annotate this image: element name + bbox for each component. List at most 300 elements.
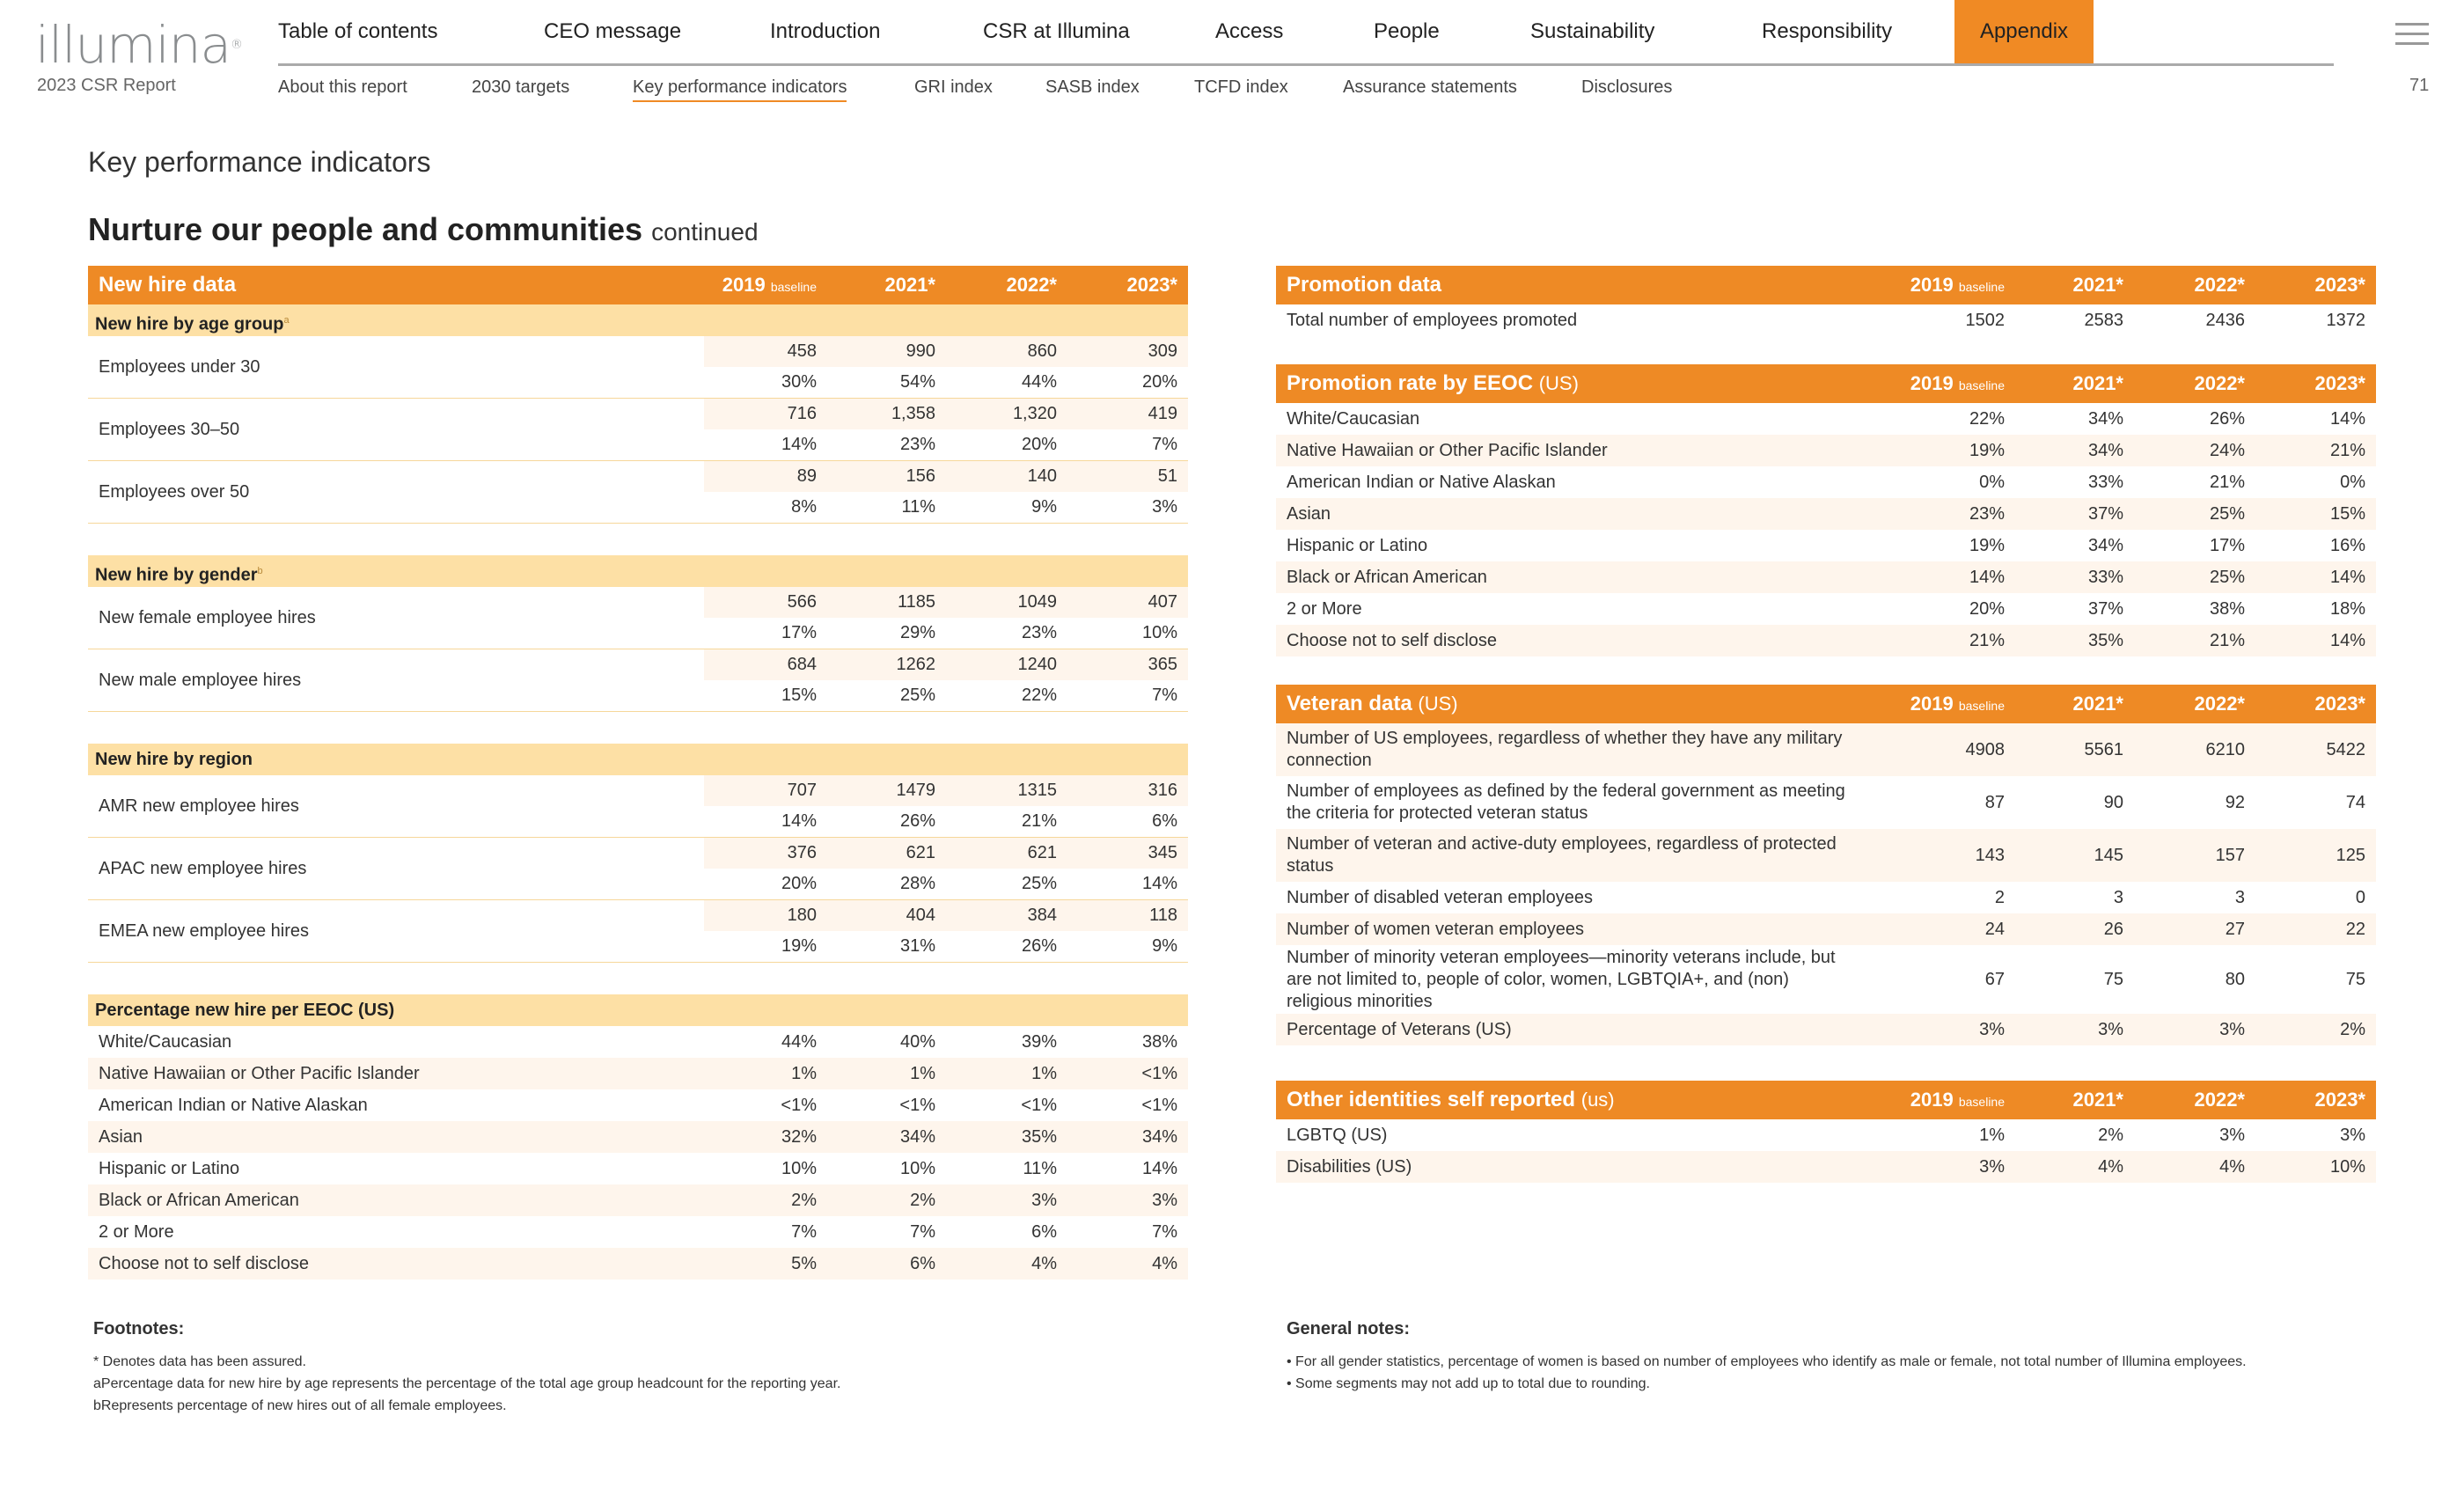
cell-value: 3% [1979,1157,2005,1177]
cell-value: 3% [2219,1126,2245,1145]
nav-csr-at-illumina[interactable]: CSR at Illumina [983,19,1130,43]
col-2019: 2019 baseline [1910,372,2005,394]
percent-value: 14% [1141,874,1177,893]
cell-value: 1% [1031,1064,1057,1083]
col-2021: 2021* [2072,693,2123,715]
cell-value: <1% [781,1096,817,1115]
cell-value: 21% [2329,441,2365,460]
cell-value: 34% [899,1127,935,1147]
count-value: 376 [787,843,817,862]
cell-value: 3 [2113,888,2123,907]
cell-value: 3 [2234,888,2245,907]
nav-people[interactable]: People [1374,19,1440,43]
cell-value: 1372 [2326,311,2365,330]
cell-value: 26% [2209,409,2245,429]
col-2022: 2022* [2194,372,2245,394]
page-title: Key performance indicators [88,146,431,178]
kpi-row [1276,403,2376,435]
age-group-subheader: New hire by age group$^a$ [88,304,1188,336]
kpi-row [1276,723,2376,776]
cell-value: 3% [2340,1126,2365,1145]
percent-value: 9% [1152,936,1177,956]
row-label: Asian [99,1127,143,1147]
promotion-title: Promotion data [1287,273,1442,297]
count-value: 1185 [897,592,935,612]
cell-value: 33% [2087,568,2123,587]
kpi-row [88,1216,1188,1248]
percent-value: 15% [781,686,817,705]
count-value: 684 [787,655,817,674]
nav-sustainability[interactable]: Sustainability [1530,19,1655,43]
veteran-header [1276,685,2376,723]
kpi-row [1276,1119,2376,1151]
count-value: 180 [787,906,817,925]
general-note-line: • Some segments may not add up to total due to rounding. [1287,1376,1650,1391]
promotion-header [1276,266,2376,304]
nav-ceo-message[interactable]: CEO message [544,19,682,43]
cell-value: 20% [1969,599,2005,619]
count-value: 51 [1157,466,1177,486]
cell-value: 27 [2225,920,2245,939]
cell-value: 34% [2087,536,2123,555]
cell-value: 35% [2087,631,2123,650]
kpi-row [88,1153,1188,1184]
cell-value: 10% [781,1159,817,1178]
count-value: 1315 [1017,781,1057,800]
percent-value: 30% [781,372,817,392]
nav-responsibility[interactable]: Responsibility [1762,19,1893,43]
row-label: American Indian or Native Alaskan [99,1096,368,1115]
subnav-key-performance-indicators[interactable]: Key performance indicators [633,74,847,102]
col-2021: 2021* [884,274,935,296]
cell-value: 34% [2087,441,2123,460]
count-value: 156 [906,466,935,486]
footnote-line: bRepresents percentage of new hires out of all female employees. [93,1398,507,1413]
row-label: New female employee hires [99,608,316,627]
cell-value: 19% [1969,441,2005,460]
count-value: 89 [796,466,817,486]
cell-value: 157 [2215,846,2245,865]
col-2022: 2022* [2194,693,2245,715]
kpi-row [88,1184,1188,1216]
percent-value: 25% [899,686,935,705]
cell-value: 90 [2103,793,2123,812]
cell-value: 75 [2345,970,2365,989]
percent-value: 10% [1141,623,1177,642]
kpi-row [1276,304,2376,336]
cell-value: 24 [1984,920,2005,939]
cell-value: 6% [910,1254,935,1273]
subnav-disclosures[interactable]: Disclosures [1581,77,1673,97]
count-value: 140 [1027,466,1057,486]
new-hire-header [88,266,1188,304]
subnav-about-this-report[interactable]: About this report [278,77,407,97]
cell-value: 39% [1021,1032,1057,1052]
cell-value: 10% [899,1159,935,1178]
gender-subheader: New hire by gender$^b$ [88,555,1188,587]
kpi-group-row [88,838,1188,900]
count-value: 566 [787,592,817,612]
col-2022: 2022* [2194,1089,2245,1111]
count-value: 316 [1148,781,1177,800]
percent-value: 23% [1021,623,1057,642]
cell-value: 14% [2329,409,2365,429]
kpi-row [1276,829,2376,882]
logo-mark: ® [231,38,243,52]
cell-value: 17% [2209,536,2245,555]
cell-value: 24% [2209,441,2245,460]
promotion-rate-header [1276,364,2376,403]
footnote-line: * Denotes data has been assured. [93,1354,306,1369]
cell-value: 33% [2087,473,2123,492]
cell-value: 7% [910,1222,935,1242]
subnav-sasb-index[interactable]: SASB index [1045,77,1140,97]
cell-value: 14% [1969,568,2005,587]
cell-value: 3% [2098,1020,2123,1039]
kpi-group-row [88,461,1188,524]
count-value: 407 [1148,592,1177,612]
kpi-row [1276,1151,2376,1183]
percent-value: 29% [899,623,935,642]
row-label: American Indian or Native Alaskan [1287,473,1556,492]
subnav-tcfd-index[interactable]: TCFD index [1194,77,1288,97]
footnote-line: aPercentage data for new hire by age represents the percentage of the total age group headcount for the reporting year. [93,1376,841,1391]
kpi-row [1276,913,2376,945]
eeoc-subheader: Percentage new hire per EEOC (US) [88,994,1188,1026]
cell-value: 5561 [2084,740,2123,759]
col-2023: 2023* [2314,372,2365,394]
row-label: LGBTQ (US) [1287,1126,1388,1145]
cell-value: 35% [1021,1127,1057,1147]
cell-value: 0% [2340,473,2365,492]
subnav-gri-index[interactable]: GRI index [914,77,993,97]
kpi-group-row [88,336,1188,399]
row-label: Native Hawaiian or Other Pacific Islander [99,1064,420,1083]
cell-value: 2% [2098,1126,2123,1145]
row-label: AMR new employee hires [99,796,299,816]
cell-value: 0 [2355,888,2365,907]
section-name: Nurture our people and communities [88,211,643,247]
report-label: 2023 CSR Report [37,76,176,95]
row-label: Number of minority veteran employees—minority veterans include, but are not limited to, people of color, women, LGBTQIA+, and (non) religious minorities [1287,948,1836,1011]
percent-value: 26% [899,811,935,831]
subnav-2030-targets[interactable]: 2030 targets [472,77,570,97]
count-value: 621 [906,843,935,862]
cell-value: 5422 [2326,740,2365,759]
new-hire-table [88,266,1188,1280]
kpi-row [1276,882,2376,913]
cell-value: <1% [899,1096,935,1115]
cell-value: 26 [2103,920,2123,939]
kpi-row [88,1026,1188,1058]
top-navigation [278,0,2334,66]
percent-value: 20% [1141,372,1177,392]
cell-value: 145 [2094,846,2123,865]
percent-value: 8% [791,497,817,517]
cell-value: 80 [2225,970,2245,989]
kpi-row [1276,466,2376,498]
footnotes [93,1318,1149,1417]
percent-value: 31% [899,936,935,956]
count-value: 1262 [896,655,935,674]
cell-value: 34% [1141,1127,1177,1147]
cell-value: <1% [1021,1096,1057,1115]
kpi-row [1276,945,2376,1014]
cell-value: <1% [1141,1096,1177,1115]
row-label: 2 or More [99,1222,174,1242]
cell-value: 40% [899,1032,935,1052]
cell-value: 21% [1969,631,2005,650]
kpi-row [1276,776,2376,829]
illumina-logo[interactable] [35,15,243,75]
cell-value: 1% [1979,1126,2005,1145]
section-continued: continued [651,218,759,246]
percent-value: 20% [781,874,817,893]
col-2019: 2019 baseline [1910,693,2005,715]
count-value: 707 [787,781,817,800]
cell-value: 37% [2087,504,2123,524]
count-value: 1479 [896,781,935,800]
cell-value: 4% [2098,1157,2123,1177]
col-2019: 2019 baseline [1910,274,2005,296]
col-2021: 2021* [2072,274,2123,296]
cell-value: 7% [791,1222,817,1242]
cell-value: 38% [2209,599,2245,619]
percent-value: 19% [781,936,817,956]
row-label: Employees under 30 [99,357,260,377]
cell-value: 16% [2329,536,2365,555]
col-2023: 2023* [2314,1089,2365,1111]
percent-value: 25% [1021,874,1057,893]
count-value: 458 [787,341,817,361]
row-label: Number of disabled veteran employees [1287,888,1593,907]
nav-table-of-contents[interactable]: Table of contents [278,19,438,43]
row-label: Number of veteran and active-duty employees, regardless of protected status [1287,834,1837,876]
cell-value: 5% [791,1254,817,1273]
col-2023: 2023* [2314,693,2365,715]
percent-value: 21% [1021,811,1057,831]
percent-value: 11% [901,497,935,517]
promotion-rate-title: Promotion rate by EEOC (US) [1287,371,1579,395]
cell-value: 25% [2209,504,2245,524]
count-value: 384 [1027,906,1057,925]
row-label: White/Caucasian [99,1032,232,1052]
kpi-group-row [88,900,1188,963]
cell-value: 37% [2087,599,2123,619]
col-2019: 2019 baseline [722,274,817,296]
cell-value: 4908 [1965,740,2005,759]
cell-value: 75 [2103,970,2123,989]
percent-value: 17% [781,623,817,642]
percent-value: 14% [781,435,817,454]
cell-value: 25% [2209,568,2245,587]
cell-value: 3% [1979,1020,2005,1039]
percent-value: 26% [1021,936,1057,956]
row-label: Hispanic or Latino [1287,536,1428,555]
percent-value: 3% [1152,497,1177,517]
kpi-group-row [88,399,1188,461]
cell-value: 14% [2329,568,2365,587]
kpi-row [1276,435,2376,466]
nav-introduction[interactable]: Introduction [770,19,881,43]
row-label: Choose not to self disclose [1287,631,1498,650]
row-label: Percentage of Veterans (US) [1287,1020,1512,1039]
count-value: 716 [787,404,817,423]
cell-value: 2 [1994,888,2005,907]
row-label: Employees 30–50 [99,420,240,439]
cell-value: 4% [2219,1157,2245,1177]
row-label: Native Hawaiian or Other Pacific Islander [1287,441,1608,460]
footnotes-title: Footnotes: [93,1319,185,1338]
count-value: 990 [906,341,935,361]
row-label: New male employee hires [99,671,302,690]
region-subheader: New hire by region [88,744,1188,775]
cell-value: 38% [1141,1032,1177,1052]
cell-value: 4% [1152,1254,1177,1273]
cell-value: 10% [2329,1157,2365,1177]
cell-value: 22% [1969,409,2005,429]
cell-value: 4% [1031,1254,1057,1273]
row-label: Choose not to self disclose [99,1254,310,1273]
cell-value: <1% [1141,1064,1177,1083]
general-notes-title: General notes: [1287,1319,1411,1338]
general-note-line: • For all gender statistics, percentage of women is based on number of employees who identify as male or female, not total number of Illumina employees. [1287,1354,2247,1369]
cell-value: 15% [2329,504,2365,524]
cell-value: 23% [1969,504,2005,524]
cell-value: 2% [910,1191,935,1210]
percent-value: 7% [1152,435,1177,454]
kpi-row [1276,530,2376,561]
kpi-row [1276,625,2376,656]
count-value: 1,320 [1012,404,1057,423]
section-title [88,211,759,248]
veteran-title: Veteran data (US) [1287,692,1458,715]
kpi-row [1276,593,2376,625]
cell-value: 19% [1969,536,2005,555]
cell-value: 3% [2219,1020,2245,1039]
cell-value: 3% [1031,1191,1057,1210]
page-number: 71 [2409,76,2430,95]
cell-value: 1% [791,1064,817,1083]
cell-value: 1502 [1965,311,2005,330]
row-label: Number of women veteran employees [1287,920,1584,939]
count-value: 365 [1148,655,1177,674]
row-label: Number of US employees, regardless of whether they have any military connection [1287,729,1843,770]
cell-value: 2% [2340,1020,2365,1039]
cell-value: 21% [2209,473,2245,492]
cell-value: 11% [1023,1159,1057,1178]
cell-value: 67 [1984,970,2005,989]
row-label: Asian [1287,504,1331,524]
general-notes [1287,1318,2395,1395]
kpi-row [88,1121,1188,1153]
percent-value: 9% [1031,497,1057,517]
logo-text: illumina [35,15,231,75]
kpi-row [88,1058,1188,1089]
kpi-group-row [88,649,1188,712]
row-label: Black or African American [99,1191,299,1210]
row-label: EMEA new employee hires [99,921,310,941]
cell-value: 34% [2087,409,2123,429]
count-value: 621 [1027,843,1057,862]
percent-value: 6% [1152,811,1177,831]
cell-value: 125 [2336,846,2365,865]
percent-value: 22% [1021,686,1057,705]
row-label: Black or African American [1287,568,1487,587]
col-2023: 2023* [1126,274,1177,296]
count-value: 1049 [1017,592,1057,612]
new-hire-title: New hire data [99,273,237,297]
count-value: 1,358 [891,404,935,423]
row-label: Employees over 50 [99,482,250,502]
kpi-row [1276,1014,2376,1045]
cell-value: 1% [910,1064,935,1083]
cell-value: 2436 [2205,311,2245,330]
cell-value: 143 [1975,846,2005,865]
percent-value: 20% [1021,435,1057,454]
kpi-row [1276,498,2376,530]
row-label: APAC new employee hires [99,859,307,878]
cell-value: 3% [1152,1191,1177,1210]
count-value: 860 [1027,341,1057,361]
cell-value: 7% [1152,1222,1177,1242]
count-value: 345 [1148,843,1177,862]
cell-value: 22 [2345,920,2365,939]
cell-value: 2% [791,1191,817,1210]
percent-value: 7% [1152,686,1177,705]
row-label: Number of employees as defined by the federal government as meeting the criteria for protected veteran status [1287,781,1845,823]
cell-value: 6% [1031,1222,1057,1242]
count-value: 404 [906,906,935,925]
cell-value: 6210 [2205,740,2245,759]
cell-value: 0% [1979,473,2005,492]
row-label: Hispanic or Latino [99,1159,240,1178]
cell-value: 21% [2209,631,2245,650]
right-tables [1276,266,2376,1183]
percent-value: 54% [899,372,935,392]
cell-value: 87 [1984,793,2005,812]
count-value: 419 [1148,404,1177,423]
kpi-row [88,1089,1188,1121]
cell-value: 74 [2345,793,2365,812]
cell-value: 14% [1141,1159,1177,1178]
other-identities-header [1276,1081,2376,1119]
cell-value: 44% [781,1032,817,1052]
kpi-row [1276,561,2376,593]
count-value: 1240 [1017,655,1057,674]
nav-access[interactable]: Access [1215,19,1284,43]
kpi-group-row [88,775,1188,838]
col-2019: 2019 baseline [1910,1089,2005,1111]
cell-value: 2583 [2084,311,2123,330]
row-label: 2 or More [1287,599,1362,619]
percent-value: 23% [899,435,935,454]
percent-value: 28% [899,874,935,893]
cell-value: 14% [2329,631,2365,650]
subnav-assurance-statements[interactable]: Assurance statements [1343,77,1517,97]
kpi-group-row [88,587,1188,649]
count-value: 118 [1149,906,1177,925]
hamburger-menu-icon[interactable] [2395,23,2429,46]
cell-value: 32% [781,1127,817,1147]
percent-value: 14% [781,811,817,831]
other-identities-title: Other identities self reported (us) [1287,1088,1615,1111]
col-2023: 2023* [2314,274,2365,296]
row-label: Disabilities (US) [1287,1157,1412,1177]
nav-appendix[interactable]: Appendix [1954,0,2094,63]
col-2021: 2021* [2072,1089,2123,1111]
col-2022: 2022* [1006,274,1057,296]
